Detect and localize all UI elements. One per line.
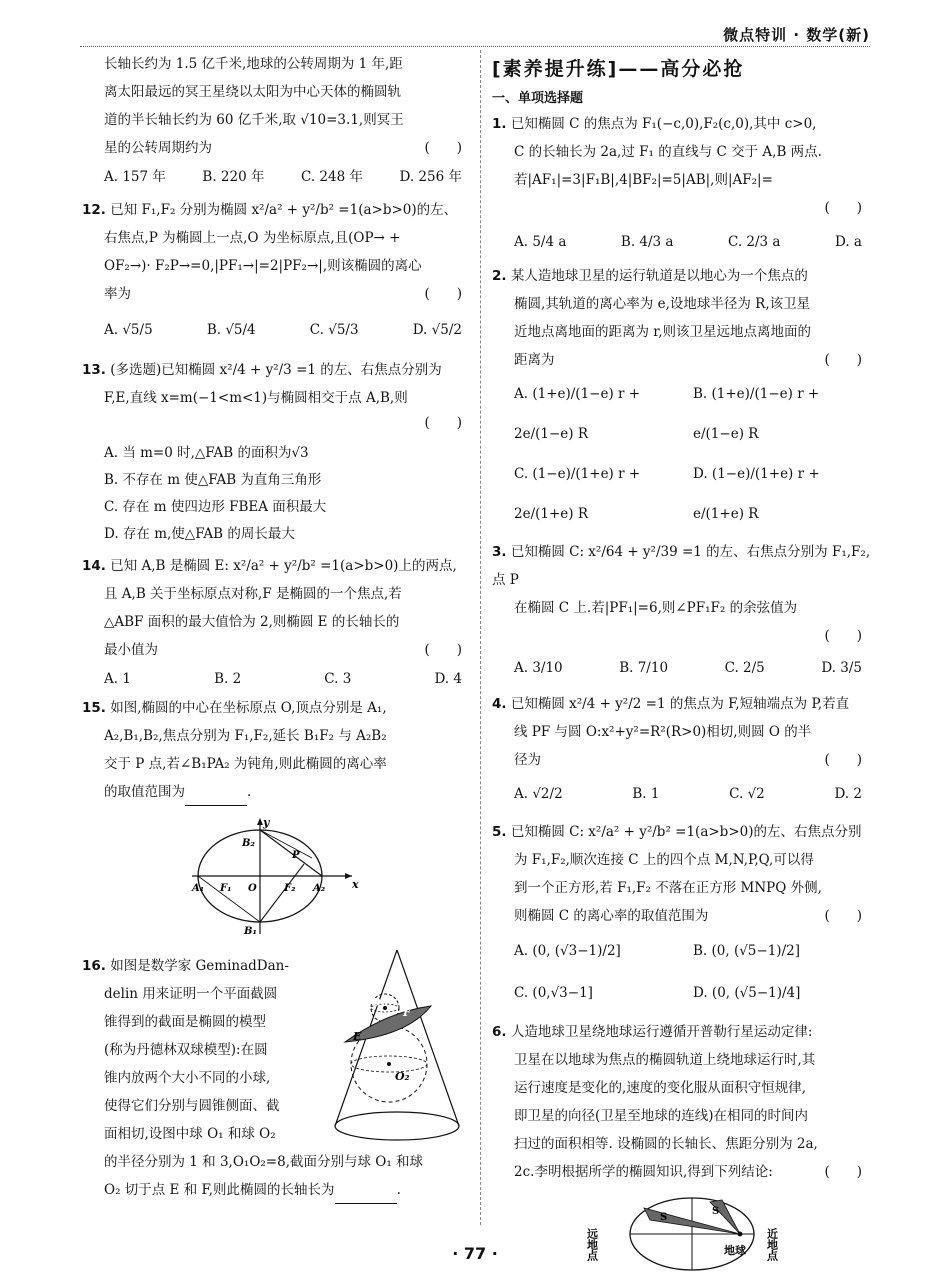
question-12 [82,196,472,352]
text-line: 线 PF 与圆 O:x²+y²=R²(R>0)相切,则圆 O 的半 [514,724,812,740]
text-line [492,194,872,222]
option-a: A. 当 m=0 时,△FAB 的面积为√3 [104,445,309,461]
option-c: C. 2/5 [724,660,765,676]
option-c: C. 248 年 [300,169,363,185]
cone-figure [327,946,467,1146]
option-c: C. 存在 m 使四边形 FBEA 面积最大 [104,499,327,515]
text: 如图是数学家 GeminadDan- [110,958,289,974]
option-d: D. (0, (√5−1)/4] [693,985,801,1001]
label-b2: B₂ [242,838,255,849]
answer-blank[interactable] [185,791,247,806]
subsection-heading: 一、单项选择题 [492,91,584,106]
option-b: B. 7/10 [619,660,669,676]
text: 人造地球卫星绕地球运行遵循开普勒行星运动定律: [510,1024,813,1040]
answer-paren: ( ) [424,415,462,431]
option-a: A. 1 [104,671,131,687]
text: 已知椭圆 C: x²/a² + y²/b² =1(a>b>0)的左、右焦点分别 [510,824,862,840]
label-s-far: S [660,1212,668,1223]
question-number: 1. [492,116,507,132]
text-line: 面相切,设图中球 O₁ 和球 O₂ [104,1126,276,1142]
option-c: C. √5/3 [309,322,359,338]
option-d: D. 256 年 [399,169,462,185]
question-2 [492,262,872,534]
q11-options [82,162,472,192]
question-number: 5. [492,824,507,840]
text: O₂ 切于点 E 和 F,则此椭圆的长轴长为 [104,1182,335,1198]
question-16 [82,952,472,1204]
label-f2: F₂ [284,883,296,894]
option-a: A. 5/4 a [514,234,567,250]
text-line [82,412,472,434]
text-line [492,1018,872,1046]
column-divider [480,50,481,1225]
text-line [492,622,872,650]
cone-right-edge [397,950,459,1126]
option-b: B. (0, (√5−1)/2] [693,943,800,959]
text-line: 右焦点,P 为椭圆上一点,O 为坐标原点,且(OP→ + [104,230,401,246]
text-line: 即卫星的向径(卫星至地球的连线)在相同的时间内 [514,1108,809,1124]
text-line [82,778,472,806]
text: (多选题)已知椭圆 x²/4 + y²/3 =1 的左、右焦点分别为 [110,362,442,378]
question-number: 3. [492,544,507,560]
question-6 [492,1018,872,1278]
question-14 [82,552,472,694]
text-line: 锥内放两个大小不同的小球, [104,1070,271,1086]
option-d: D. (1−e)/(1+e) r + e/(1+e) R [693,466,820,522]
text: 已知椭圆 C 的焦点为 F₁(−c,0),F₂(c,0),其中 c>0, [510,116,817,132]
question-number: 13. [82,362,106,378]
option-c: C. (0,√3−1] [514,985,593,1001]
x-axis-arrow [345,873,352,879]
q5-options [492,930,872,1014]
text-line: 卫星在以地球为焦点的椭圆轨道上绕地球运行时,其 [514,1052,816,1068]
label-b1: B₁ [244,926,257,937]
option-d: D. a [834,234,862,250]
text: 已知椭圆 C: x²/64 + y²/39 =1 的左、右焦点分别为 F₁,F₂,点 P [492,544,871,588]
right-column [492,50,872,1278]
question-13 [82,356,472,548]
question-number: 12. [82,202,106,218]
option-b: B. 1 [632,786,660,802]
text-line: 在椭圆 C 上.若|PF₁|=6,则∠PF₁F₂ 的余弦值为 [514,600,798,616]
text-line [104,134,472,162]
left-column [82,50,472,1204]
ellipse-figure [192,816,362,936]
label-s-near: S [712,1206,720,1217]
header-divider [80,46,870,47]
text-line: (称为丹德林双球模型):在圆 [104,1042,268,1058]
text-line: 的半径分别为 1 和 3,O₁O₂=8,截面分别与球 O₁ 和球 [104,1154,424,1170]
text-line [492,110,872,138]
o2-point [387,1062,391,1066]
page-header: 微点特训 · 数学(新) [723,26,870,44]
text: 的取值范围为 [104,784,185,800]
text-line [82,952,322,980]
text: 则椭圆 C 的离心率的取值范围为 [514,908,709,924]
label-p: P [292,850,300,861]
answer-paren: ( ) [824,752,862,768]
label-earth: 地球 [724,1244,746,1257]
answer-paren: ( ) [424,286,462,302]
label-a2: A₂ [313,883,326,894]
text-line: 且 A,B 关于坐标原点对称,F 是椭圆的一个焦点,若 [104,586,402,602]
option-a: A. (0, (√3−1)/2] [514,943,621,959]
label-o1: O₁ [371,996,386,1009]
line-b2-a2 [260,830,322,876]
option-d: D. 存在 m,使△FAB 的周长最大 [104,526,295,542]
answer-paren: ( ) [824,200,862,216]
q12-options [82,308,472,352]
text-line: 近地点离地面的距离为 r,则该卫星远地点离地面的 [514,324,812,340]
label-o: O [248,883,257,894]
text-line: △ABF 面积的最大值恰为 2,则椭圆 E 的长轴长的 [104,614,400,630]
question-4 [492,690,872,814]
answer-paren: ( ) [824,352,862,368]
answer-paren: ( ) [424,642,462,658]
q1-options [492,222,872,262]
text-line [82,356,472,384]
text: 率为 [104,286,131,302]
text-line: C 的长轴长为 2a,过 F₁ 的直线与 C 交于 A,B 两点. [514,144,822,160]
option-a: A. (1+e)/(1−e) r + 2e/(1−e) R [514,386,641,442]
label-o2: O₂ [395,1070,410,1083]
text-line: 锥得到的截面是椭圆的模型 [104,1014,266,1030]
option-a: A. 3/10 [514,660,563,676]
text: 已知 F₁,F₂ 分别为椭圆 x²/a² + y²/b² =1(a>b>0)的左、 [110,202,458,218]
text: . [396,1182,401,1198]
option-c: C. 3 [324,671,352,687]
earth-point [738,1232,743,1237]
page-number: · 77 · [452,1244,498,1263]
text-line [492,538,872,594]
option-d: D. √5/2 [412,322,462,338]
answer-paren: ( ) [824,1164,862,1180]
text: 如图,椭圆的中心在坐标原点 O,顶点分别是 A₁, [110,700,387,716]
answer-paren: ( ) [824,628,862,644]
text-line [82,280,472,308]
text: 某人造地球卫星的运行轨道是以地心为一个焦点的 [510,268,808,284]
text-line [82,636,472,664]
text-line: delin 用来证明一个平面截圆 [104,986,278,1002]
label-f: F [403,1006,411,1019]
question-1 [492,110,872,262]
q11-continuation [82,50,472,162]
text: 最小值为 [104,642,158,658]
text-line: 若|AF₁|=3|F₁B|,4|BF₂|=5|AB|,则|AF₂|= [514,172,773,188]
text-line [492,690,872,718]
option-b: B. 4/3 a [620,234,674,250]
text: 径为 [514,752,541,768]
option-d: D. 4 [434,671,462,687]
text: 已知 A,B 是椭圆 E: x²/a² + y²/b² =1(a>b>0)上的两点, [110,558,457,574]
option-d: D. 2 [834,786,862,802]
question-number: 14. [82,558,106,574]
text-line: 交于 P 点,若∠B₁PA₂ 为钝角,则此椭圆的离心率 [104,756,387,772]
text: 距离为 [514,352,555,368]
text-line [82,694,472,722]
text-line [492,262,872,290]
label-near: 近地点 [765,1228,779,1261]
label-e: E [353,1030,362,1043]
text: 2c.李明根据所学的椭圆知识,得到下列结论: [514,1164,773,1180]
option-b: B. 220 年 [202,169,265,185]
text-line: 椭圆,其轨道的离心率为 e,设地球半径为 R,该卫星 [514,296,811,312]
text-line [492,746,872,774]
answer-paren: ( ) [824,908,862,924]
text-line [492,1158,872,1186]
answer-blank[interactable] [335,1189,397,1204]
text-line: 为 F₁,F₂,顺次连接 C 上的四个点 M,N,P,Q,可以得 [514,852,814,868]
text-line: 运行速度是变化的,速度的变化服从面积守恒规律, [514,1080,807,1096]
question-3 [492,538,872,686]
question-number: 4. [492,696,507,712]
text-line: 扫过的面积相等. 设椭圆的长轴长、焦距分别为 2a, [514,1136,818,1152]
option-c: C. 2/3 a [727,234,781,250]
label-x: x [352,878,359,891]
q13-options [82,440,472,548]
q2-options [492,374,872,534]
text: . [247,784,252,800]
section-title: [素养提升练]——高分必抢 [492,58,745,80]
text-line: F,E,直线 x=m(−1<m<1)与椭圆相交于点 A,B,则 [104,390,408,406]
text-line: A₂,B₁,B₂,焦点分别为 F₁,F₂,延长 B₁F₂ 与 A₂B₂ [104,728,387,744]
option-b: B. 2 [214,671,242,687]
question-5 [492,818,872,1014]
text-line [492,902,872,930]
text-line: OF₂→)· F₂P→=0,|PF₁→|=2|PF₂→|,则该椭圆的离心 [104,258,422,274]
option-d: D. 3/5 [821,660,862,676]
text-line: 离太阳最远的冥王星绕以太阳为中心天体的椭圆轨 [104,84,401,100]
question-number: 15. [82,700,106,716]
question-number: 2. [492,268,507,284]
text-line: 到一个正方形,若 F₁,F₂ 不落在正方形 MNPQ 外侧, [514,880,822,896]
option-b: B. 不存在 m 使△FAB 为直角三角形 [104,472,322,488]
label-y: y [263,816,270,829]
label-f1: F₁ [220,883,232,894]
text-line: 使得它们分别与圆锥侧面、截 [104,1098,280,1114]
option-b: B. √5/4 [206,322,256,338]
option-a: A. √2/2 [514,786,563,802]
text-line [82,196,472,224]
orbit-figure [585,1192,792,1278]
question-number: 16. [82,958,106,974]
answer-paren: ( ) [424,140,462,156]
text-line: 道的半长轴长约为 60 亿千米,取 √10=3.1,则冥王 [104,112,404,128]
q3-options [492,650,872,686]
text: 星的公转周期约为 [104,140,212,156]
option-a: A. 157 年 [104,169,166,185]
option-b: B. (1+e)/(1−e) r + e/(1−e) R [693,386,820,442]
label-a1: A₁ [192,883,205,894]
option-c: C. √2 [729,786,765,802]
option-a: A. √5/5 [104,322,153,338]
question-number: 6. [492,1024,507,1040]
text-line [492,818,872,846]
question-15 [82,694,472,936]
text-line [82,1176,472,1204]
text-line [492,346,872,374]
text-line [82,552,472,580]
cone-base [335,1112,459,1140]
q4-options [492,774,872,814]
text: 已知椭圆 x²/4 + y²/2 =1 的焦点为 F,短轴端点为 P,若直 [510,696,850,712]
q14-options [82,664,472,694]
label-far: 远地点 [585,1228,599,1261]
option-c: C. (1−e)/(1+e) r + 2e/(1+e) R [514,466,641,522]
text-line: 长轴长约为 1.5 亿千米,地球的公转周期为 1 年,距 [104,56,403,72]
